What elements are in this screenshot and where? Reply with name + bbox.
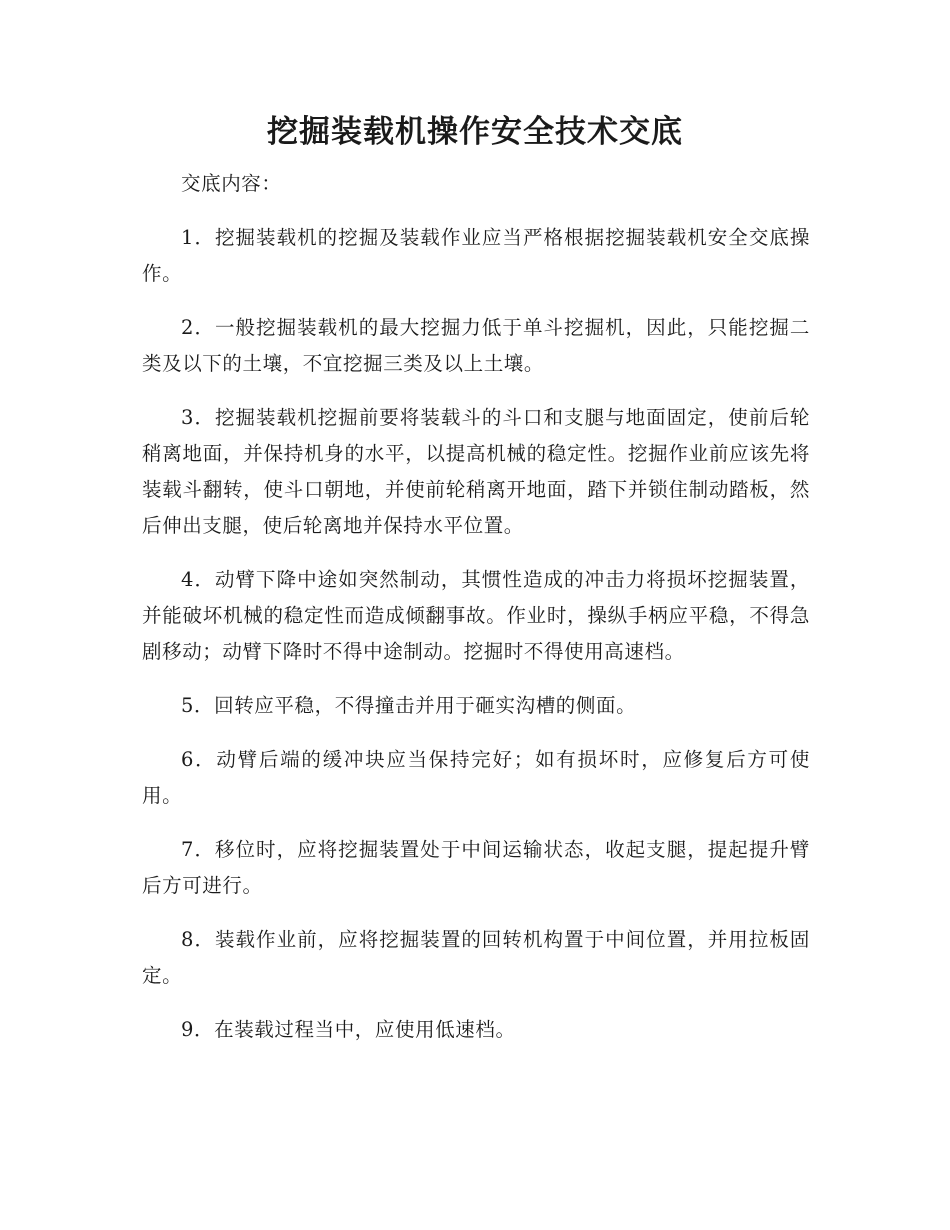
paragraph-3: 3．挖掘装载机挖掘前要将装载斗的斗口和支腿与地面固定，使前后轮稍离地面，并保持机身的水平，以提高机械的稳定性。挖掘作业前应该先将装载斗翻转，使斗口朝地，并使前轮稍离开地面，踏下并锁住制动踏板，然后伸出支腿，使后轮离地并保持水平位置。: [142, 406, 810, 537]
paragraph-9: 9．在装载过程当中，应使用低速档。: [181, 1018, 516, 1041]
paragraph-6: 6．动臂后端的缓冲块应当保持完好；如有损坏时，应修复后方可使用。: [142, 748, 810, 807]
document-body: [142, 166, 810, 1066]
paragraph-8: 8．装载作业前，应将挖掘装置的回转机构置于中间位置，并用拉板固定。: [142, 928, 810, 987]
paragraph-2: 2．一般挖掘装载机的最大挖掘力低于单斗挖掘机，因此，只能挖掘二类及以下的土壤，不宜挖掘三类及以上土壤。: [142, 316, 810, 375]
paragraph-7: 7．移位时，应将挖掘装置处于中间运输状态，收起支腿，提起提升臂后方可进行。: [142, 838, 810, 897]
paragraph-4: 4．动臂下降中途如突然制动，其惯性造成的冲击力将损坏挖掘装置，并能破坏机械的稳定性而造成倾翻事故。作业时，操纵手柄应平稳，不得急剧移动；动臂下降时不得中途制动。挖掘时不得使用高速档。: [142, 568, 810, 663]
paragraph-1: 1．挖掘装载机的挖掘及装载作业应当严格根据挖掘装载机安全交底操作。: [142, 226, 810, 285]
paragraph-5: 5．回转应平稳，不得撞击并用于砸实沟槽的侧面。: [181, 694, 637, 717]
document-title: 挖掘装载机操作安全技术交底: [267, 114, 683, 150]
intro-label: 交底内容：: [181, 172, 282, 195]
